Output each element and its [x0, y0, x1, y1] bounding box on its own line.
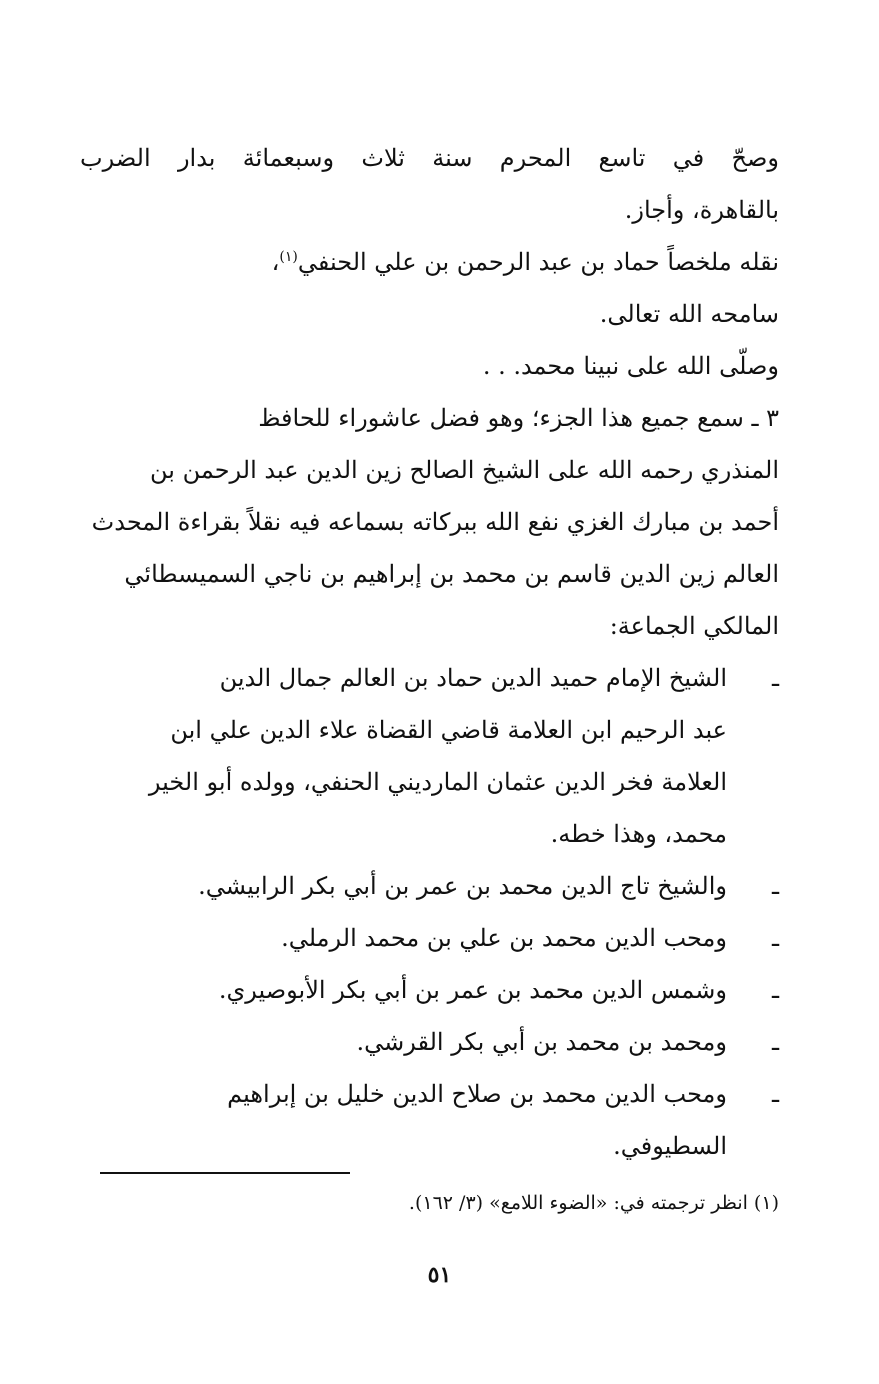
text-line: ومحب الدين محمد بن علي بن محمد الرملي.: [281, 924, 727, 952]
signature-text: نقله ملخصاً حماد بن عبد الرحمن بن علي الحنفي: [297, 248, 779, 276]
text-line: المنذري رحمه الله على الشيخ الصالح زين الدين عبد الرحمن بن: [149, 456, 779, 484]
text-line: وشمس الدين محمد بن عمر بن أبي بكر الأبوصيري.: [218, 976, 727, 1004]
list-item: [80, 912, 779, 964]
dash-marker: ـ: [771, 924, 779, 952]
dash-marker: ـ: [771, 664, 779, 692]
text-line: ومحب الدين محمد بن صلاح الدين خليل بن إبراهيم: [227, 1080, 727, 1108]
text-line: والشيخ تاج الدين محمد بن عمر بن أبي بكر الرابيشي.: [198, 872, 727, 900]
list-item: [80, 1016, 779, 1068]
list-item: [80, 1068, 779, 1172]
text-line: عبد الرحيم ابن العلامة قاضي القضاة علاء الدين علي ابن: [170, 716, 727, 744]
footnote-marker: (١): [279, 249, 298, 265]
dash-marker: ـ: [771, 1028, 779, 1056]
text-line: وصلّى الله على نبينا محمد. . .: [482, 352, 779, 380]
comma: ،: [271, 248, 280, 276]
text-line: وصحّ في تاسع المحرم سنة ثلاث وسبعمائة بدار الضرب: [80, 144, 779, 172]
text-line: السطيوفي.: [613, 1132, 727, 1160]
text-line: سامحه الله تعالى.: [599, 300, 779, 328]
text-line: المالكي الجماعة:: [609, 612, 779, 640]
list-item: [80, 860, 779, 912]
footnote-separator: [100, 1172, 350, 1174]
text-line: أحمد بن مبارك الغزي نفع الله ببركاته بسماعه فيه نقلاً بقراءة المحدث: [91, 508, 779, 536]
list-item: [80, 964, 779, 1016]
paragraph-3: [80, 392, 779, 652]
text-line: ٣ ـ سمع جميع هذا الجزء؛ وهو فضل عاشوراء للحافظ: [258, 404, 779, 432]
list-item: [80, 652, 779, 860]
text-line: [80, 236, 779, 288]
page-number: ٥١: [427, 1262, 452, 1288]
text-line: محمد، وهذا خطه.: [550, 820, 727, 848]
opening-block: [80, 132, 779, 392]
dash-marker: ـ: [771, 872, 779, 900]
text-line: الشيخ الإمام حميد الدين حماد بن العالم جمال الدين: [219, 664, 727, 692]
dash-marker: ـ: [771, 976, 779, 1004]
dash-marker: ـ: [771, 1080, 779, 1108]
text-line: بالقاهرة، وأجاز.: [624, 196, 779, 224]
text-line: ومحمد بن محمد بن أبي بكر القرشي.: [356, 1028, 727, 1056]
footnote: (١) انظر ترجمته في: «الضوء اللامع» (٣/ ١٦٢).: [408, 1192, 779, 1214]
text-line: العالم زين الدين قاسم بن محمد بن إبراهيم بن ناجي السميسطائي: [124, 560, 779, 588]
text-line: العلامة فخر الدين عثمان المارديني الحنفي، وولده أبو الخير: [148, 768, 727, 796]
attendees-list: [80, 652, 779, 1172]
